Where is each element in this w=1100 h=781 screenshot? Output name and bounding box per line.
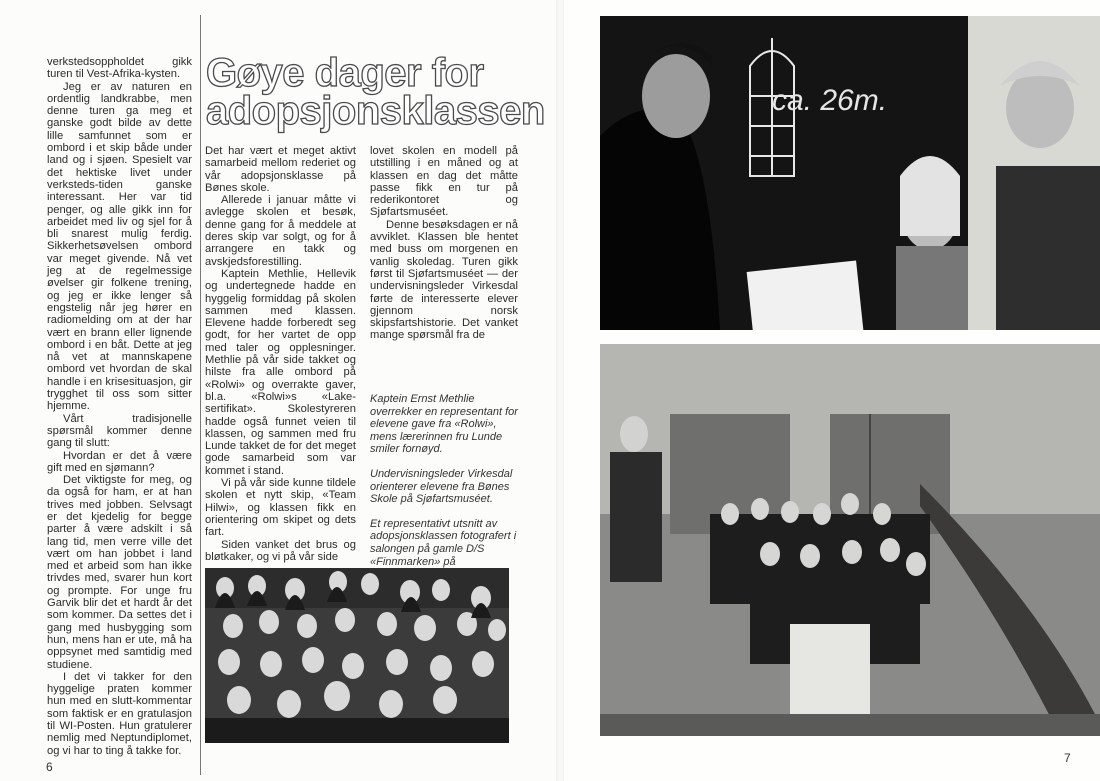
class-group-photo bbox=[205, 568, 509, 743]
photo-captions bbox=[370, 393, 520, 593]
column-paragraph: Hvordan er det å være gift med en sjømann? bbox=[47, 449, 192, 474]
spread-gutter bbox=[556, 0, 564, 781]
column-paragraph: verkstedsoppholdet gikk turen til Vest-Afrika-kysten. bbox=[47, 56, 192, 81]
caption-museum: Undervisningsleder Virkesdal orienterer elevene fra Bønes Skole på Sjøfartsmuséet. bbox=[370, 467, 513, 506]
column-paragraph: I det vi takker for den hyggelige praten kommer hun med en slutt-kommentar som faktisk er en gratulasjon til WI-Posten. Hun gratulerer nemlig med Neptundiplomet, og vi har to ting å takke for. bbox=[47, 670, 192, 757]
class-group-image bbox=[205, 568, 509, 743]
museum-photo bbox=[600, 344, 1100, 736]
caption-award: Kaptein Ernst Methlie overrekker en representant for elevene gave fra «Rolwi», mens lærerinnen fru Lunde smiler fornøyd. bbox=[370, 393, 518, 456]
blackboard-text: ca. 26m. bbox=[772, 84, 888, 117]
museum-image bbox=[600, 344, 1100, 736]
column-paragraph: Vårt tradisjonelle spørsmål kommer denne gang til slutt: bbox=[47, 412, 192, 450]
page-number-right: 7 bbox=[1064, 751, 1071, 765]
column-paragraph: Det viktigste for meg, og da også for ham, er at han trives med jobben. Selvsagt er det kjedelig for begge parter å være adskilt i så lang tid, men verre ville det vært om han jobbet i land med et arbeid som han ikke trivdes med, svarer hun kort og prompte. For unge fru Garvik blir det et hardt år det som kommer. Da settes det i gang med husbygging som hun, mens han er ute, må ha oppsynet med samtidig med studiene. bbox=[47, 474, 192, 671]
article-headline bbox=[206, 51, 546, 133]
article-column-3 bbox=[370, 145, 518, 342]
column-paragraph: Det har vært et meget aktivt samarbeid mellom rederiet og vår adopsjonsklasse på Bønes skole. bbox=[205, 145, 356, 194]
column-paragraph: lovet skolen en modell på utstilling i en måned og at klassen en dag det måtte passe fikk en tur på rederikontoret og Sjøfartsmuséet. bbox=[370, 145, 518, 219]
column-paragraph: Jeg er av naturen en ordentlig landkrabbe, men denne turen ga meg et ganske godt bilde av dette lille samfunnet som er ombord i et skip både under land og i sjøen. Spesielt var det hektiske livet under verksteds-tiden ganske interessant. Her var tid penger, og alle gikk inn for arbeidet med liv og sjel for å bli snarest mulig ferdig. Sikkerhetsøvelsen ombord var meget givende. Nå vet jeg at de regelmessige øvelser gir folkene trening, og jeg er ikke lenger så engstelig når jeg hører en radiomelding om at der har vært en brann eller lignende ombord i en båt. Dette at jeg nå vet at mannskapene ombord vet hvordan de skal handle i en krisesituasjon, gir trygghet til oss som sitter hjemme. bbox=[47, 80, 192, 413]
award-photo bbox=[600, 16, 1100, 330]
column-paragraph: Allerede i januar måtte vi avlegge skolen et besøk, denne gang for å meddele at deres skip var solgt, og for å arrangere en takk og avskjedsforestilling. bbox=[205, 194, 356, 268]
column-paragraph: Siden vanket det brus og bløtkaker, og vi på vår side bbox=[205, 538, 356, 563]
article-column-2 bbox=[205, 145, 356, 563]
headline-line-1: Gøye dager for bbox=[206, 51, 484, 95]
award-image bbox=[600, 16, 1100, 330]
caption-group: Et representativt utsnitt av adopsjonsklassen fotografert i salongen på gamle D/S «Finnmarken» på bbox=[370, 517, 517, 568]
page-number-left: 6 bbox=[46, 760, 53, 774]
column-paragraph: Denne besøksdagen er nå avviklet. Klassen ble hentet med buss om morgenen en vanlig skoledag. Turen gikk først til Sjøfartsmuséet — der undervisningsleder Virkesdal førte de interesserte elever gjennom norsk skipsfartshistorie. Det vanket mange spørsmål fra de bbox=[370, 218, 518, 342]
headline-line-2: adopsjonsklassen bbox=[206, 89, 545, 133]
column-paragraph: Vi på vår side kunne tildele skolen et nytt skip, «Team Hilwi», og klassen fikk en orientering om skipet og dets fart. bbox=[205, 477, 356, 539]
article-column-1 bbox=[47, 56, 192, 757]
column-rule bbox=[200, 15, 201, 775]
column-paragraph: Kaptein Methlie, Hellevik og undertegnede hadde en hyggelig formiddag på skolen sammen med klassen. Elevene hadde forberedt seg godt, for her vartet de opp med taler og opplesninger. Methlie på vår side takket og hilste fra alle ombord på «Rolwi» og overrakte gaver, bl.a. «Rolwi»s «Lake-sertifikat». Skolestyreren hadde også funnet veien til klassen, og sammen med fru Lunde takket de for det meget gode samarbeid som var kommet i stand. bbox=[205, 267, 356, 477]
